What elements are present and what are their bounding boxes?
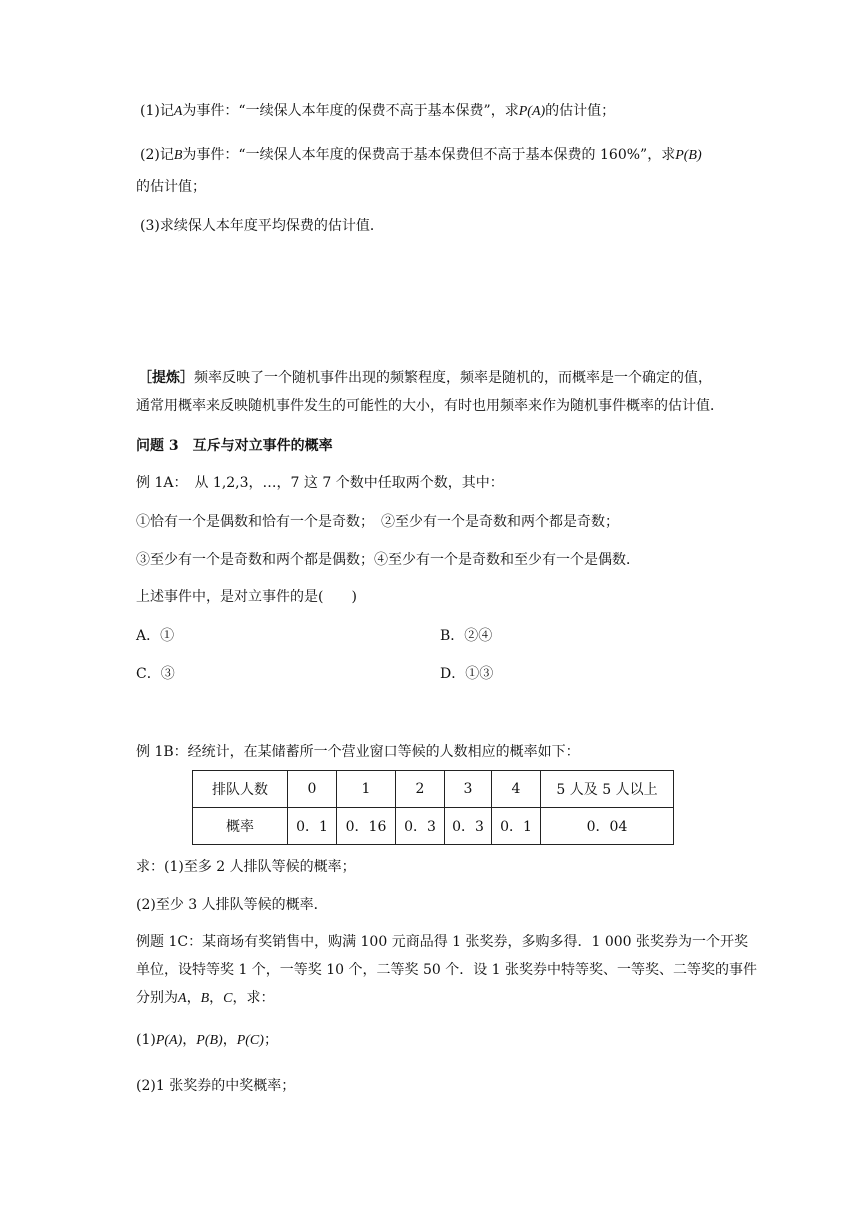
table-cell: 0．16: [337, 808, 396, 845]
ex1a-items-1-2: ①恰有一个是偶数和恰有一个是奇数； ②至少有一个是奇数和两个都是奇数；: [136, 514, 619, 530]
q2-var: B: [173, 148, 183, 163]
q2-expr: P(B): [675, 148, 702, 163]
table-cell: 0．1: [288, 808, 337, 845]
ex1c-line-3-prefix: 分别为: [136, 990, 178, 1006]
q1-prefix: (1)记: [140, 103, 174, 119]
option-a: A．①: [136, 628, 175, 644]
option-d: D．①③: [440, 666, 494, 682]
table-cell: 0．3: [445, 808, 492, 845]
table-cell: 0．1: [492, 808, 541, 845]
tilian-text-1: 频率反映了一个随机事件出现的频繁程度，频率是随机的，而概率是一个确定的值，: [194, 370, 712, 386]
ex1a-stem: 例 1A： 从 1,2,3，…，7 这 7 个数中任取两个数，其中：: [136, 475, 504, 491]
q1-text: 为事件：“一续保人本年度的保费不高于基本保费”，求: [182, 103, 519, 119]
table-cell: 0: [288, 771, 337, 808]
var-b: B: [200, 991, 210, 1006]
ex1c-line-3-suffix: ，求：: [232, 990, 275, 1006]
var-c: C: [223, 991, 233, 1006]
tilian-line-2: 通常用概率来反映随机事件发生的可能性的大小，有时也用频率来作为随机事件概率的估计值．: [136, 398, 724, 414]
expr-pc: P(C): [236, 1033, 264, 1048]
ex1b-ask-2: (2)至少 3 人排队等候的概率．: [136, 897, 328, 913]
table-cell: 0．04: [541, 808, 674, 845]
option-b: B．②④: [440, 628, 493, 644]
table-cell: 5 人及 5 人以上: [541, 771, 674, 808]
q2-text: 为事件：“一续保人本年度的保费高于基本保费但不高于基本保费的 160%”，求: [182, 147, 676, 163]
q1-expr: P(A): [518, 104, 546, 119]
table-cell: 2: [396, 771, 445, 808]
table-row: [193, 771, 674, 808]
tilian-line-1: [138, 368, 712, 388]
ex1c-line-1: 例题 1C：某商场有奖销售中，购满 100 元商品得 1 张奖券，多购多得．1 000 张奖券为一个开奖: [136, 934, 749, 950]
ex1a-items-3-4: ③至少有一个是奇数和两个都是偶数；④至少有一个是奇数和至少有一个是偶数．: [136, 552, 640, 568]
table-cell: 概率: [193, 808, 288, 845]
sub1-prefix: (1): [136, 1032, 156, 1048]
expr-pb: P(B): [196, 1033, 223, 1048]
ex1a-question: 上述事件中，是对立事件的是( ): [136, 589, 357, 605]
table-cell: 1: [337, 771, 396, 808]
table-cell: 3: [445, 771, 492, 808]
ex1c-sub-1: (1)P(A)，P(B)，P(C)；: [136, 1032, 278, 1048]
ex1c-sub-2: (2)1 张奖券的中奖概率；: [136, 1078, 296, 1094]
ex1c-line-2: 单位，设特等奖 1 个，一等奖 10 个，二等奖 50 个．设 1 张奖券中特等奖、一等奖、二等奖的事件: [136, 962, 758, 978]
option-c: C．③: [136, 666, 175, 682]
q1-var: A: [173, 104, 183, 119]
probability-table: [192, 770, 674, 845]
ex1b-ask-1: 求：(1)至多 2 人排队等候的概率；: [136, 859, 356, 875]
tilian-label: ［提炼］: [138, 370, 194, 386]
table-cell: 4: [492, 771, 541, 808]
ex1c-line-3: 分别为A，B，C，求：: [136, 990, 275, 1006]
question-2-cont: 的估计值；: [136, 179, 206, 195]
var-a: A: [178, 991, 187, 1006]
question-3: (3)求续保人本年度平均保费的估计值．: [140, 218, 384, 234]
table-row: [193, 808, 674, 845]
problem-3-heading: 问题 3 互斥与对立事件的概率: [136, 438, 333, 454]
question-1: [140, 101, 615, 122]
expr-pa: P(A): [155, 1033, 183, 1048]
q2-prefix: (2)记: [140, 147, 174, 163]
question-2: [140, 145, 702, 166]
table-cell: 排队人数: [193, 771, 288, 808]
table-cell: 0．3: [396, 808, 445, 845]
ex1b-stem: 例 1B：经统计，在某储蓄所一个营业窗口等候的人数相应的概率如下：: [136, 744, 580, 760]
q1-suffix: 的估计值；: [545, 103, 616, 119]
